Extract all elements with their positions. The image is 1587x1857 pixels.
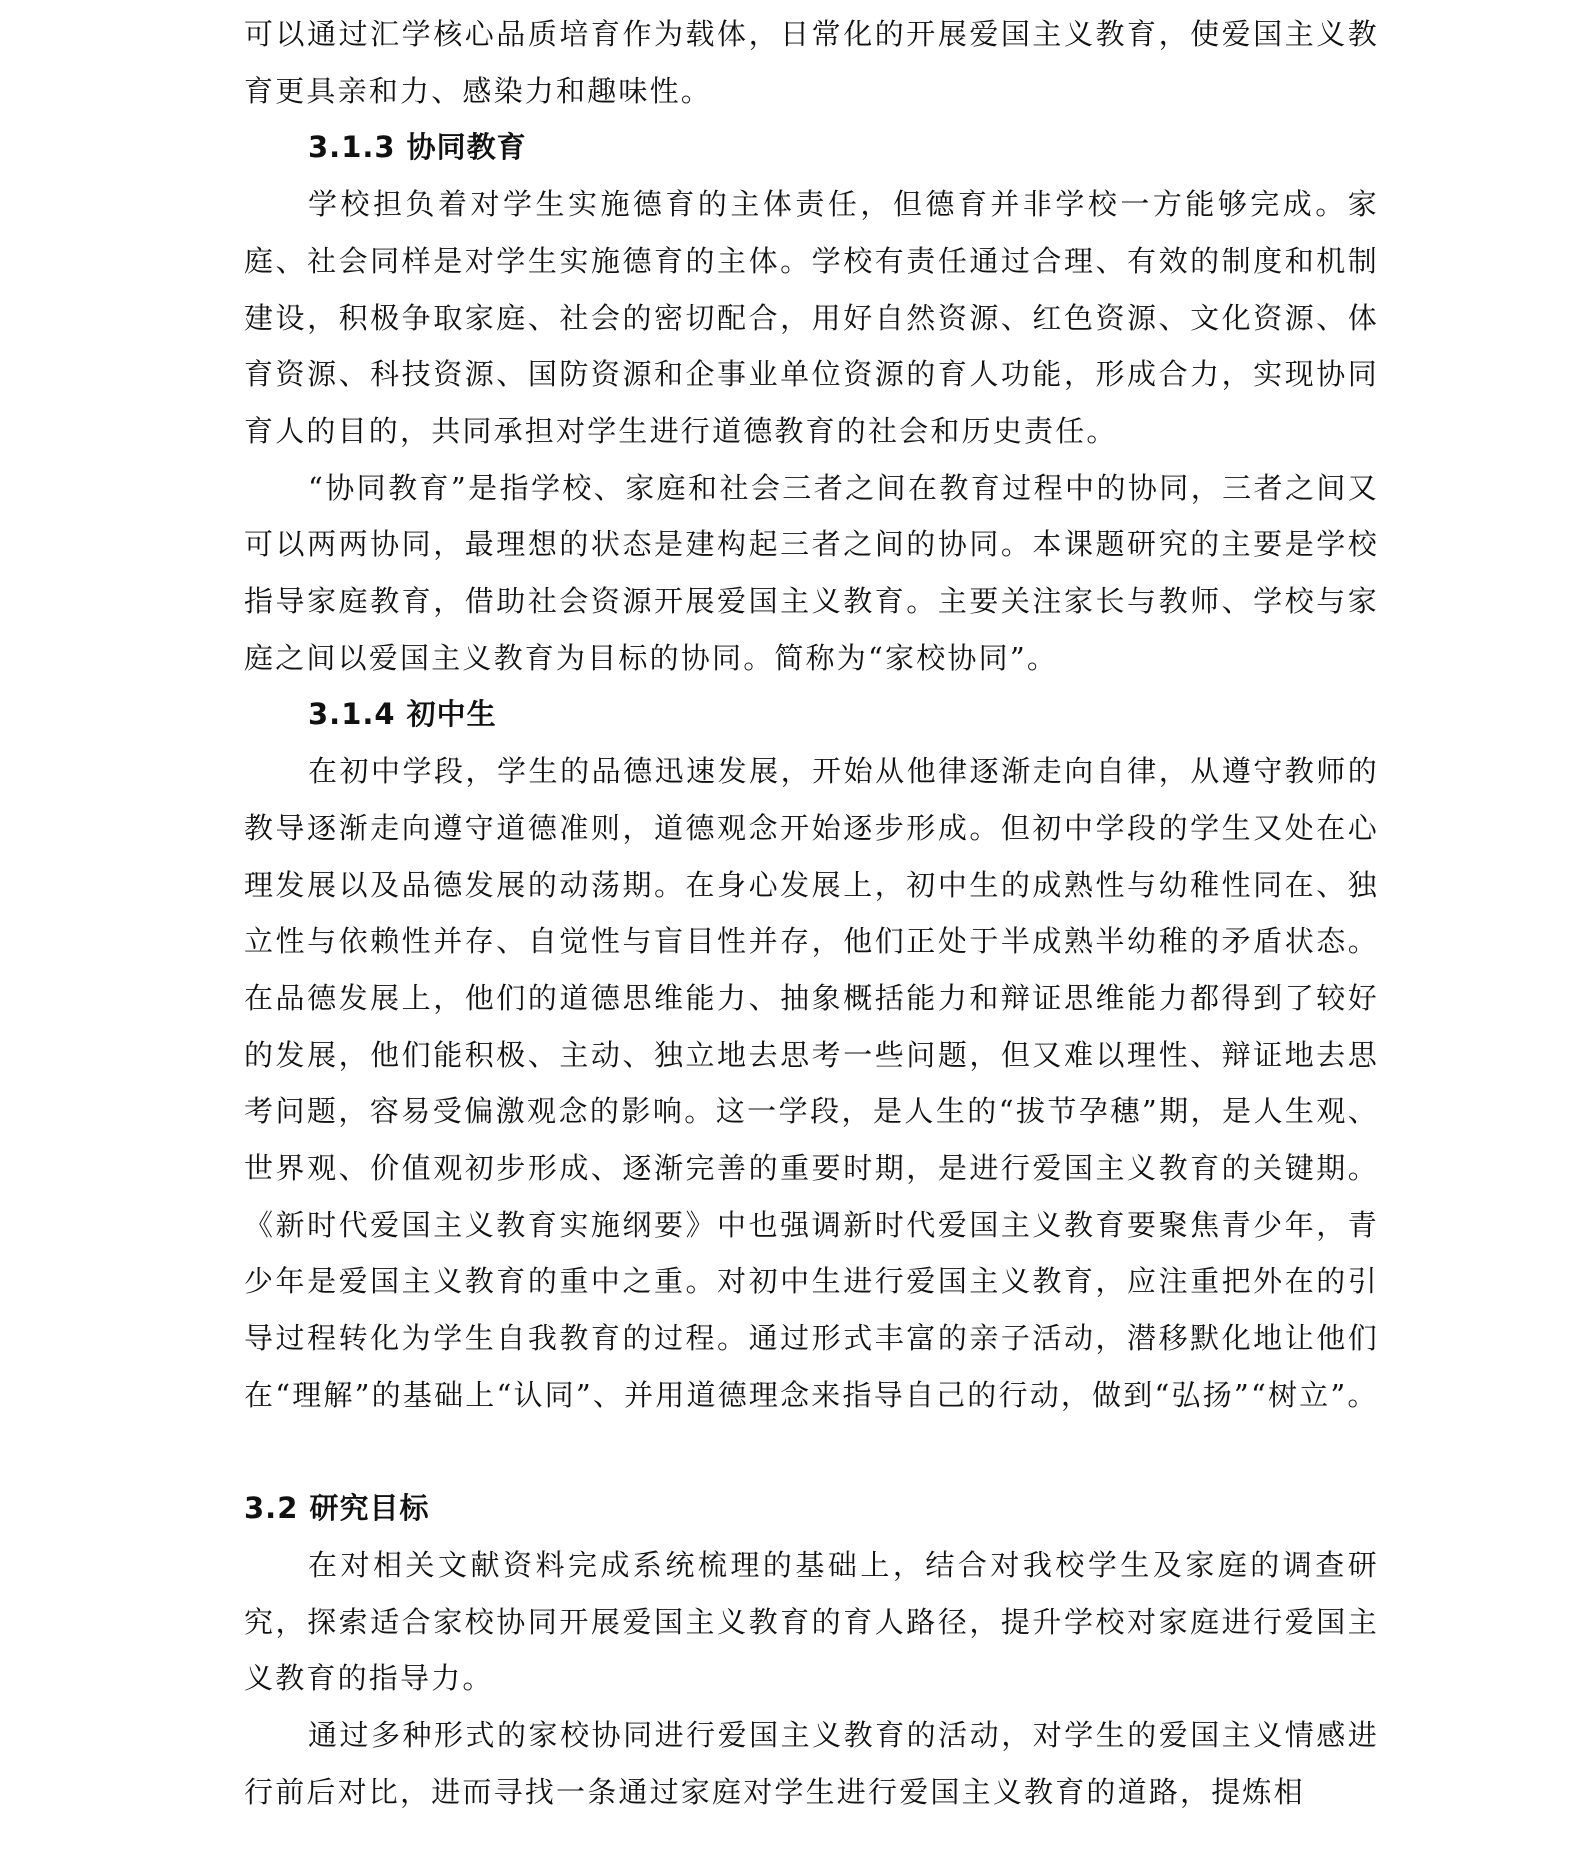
continuation-paragraph: 可以通过汇学核心品质培育作为载体，日常化的开展爱国主义教育，使爱国主义教育更具亲和力、感染力和趣味性。 (244, 17, 1379, 108)
paragraph-3-1-4-1: 在初中学段，学生的品德迅速发展，开始从他律逐渐走向自律，从遵守教师的教导逐渐走向遵守道德准则，道德观念开始逐步形成。但初中学段的学生又处在心理发展以及品德发展的动荡期。在身心发展上，初中生的成熟性与幼稚性同在、独立性与依赖性并存、自觉性与盲目性并存，他们正处于半成熟半幼稚的矛盾状态。在品德发展上，他们的道德思维能力、抽象概括能力和辩证思维能力都得到了较好的发展，他们能积极、主动、独立地去思考一些问题，但又难以理性、辩证地去思考问题，容易受偏激观念的影响。这一学段，是人生的“拔节孕穗”期，是人生观、世界观、价值观初步形成、逐渐完善的重要时期，是进行爱国主义教育的关键期。《新时代爱国主义教育实施纲要》中也强调新时代爱国主义教育要聚焦青少年，青少年是爱国主义教育的重中之重。对初中生进行爱国主义教育，应注重把外在的引导过程转化为学生自我教育的过程。通过形式丰富的亲子活动，潜移默化地让他们在“理解”的基础上“认同”、并用道德理念来指导自己的行动，做到“弘扬”“树立”。 (244, 754, 1379, 1412)
paragraph-3-2-2: 通过多种形式的家校协同进行爱国主义教育的活动，对学生的爱国主义情感进行前后对比，进而寻找一条通过家庭对学生进行爱国主义教育的道路，提炼相 (244, 1718, 1379, 1809)
document-body (244, 6, 1379, 1820)
paragraph-3-2-1: 在对相关文献资料完成系统梳理的基础上，结合对我校学生及家庭的调查研究，探索适合家校协同开展爱国主义教育的育人路径，提升学校对家庭进行爱国主义教育的指导力。 (244, 1547, 1379, 1696)
paragraph-3-1-3-1: 学校担负着对学生实施德育的主体责任，但德育并非学校一方能够完成。家庭、社会同样是对学生实施德育的主体。学校有责任通过合理、有效的制度和机制建设，积极争取家庭、社会的密切配合，用好自然资源、红色资源、文化资源、体育资源、科技资源、国防资源和企事业单位资源的育人功能，形成合力，实现协同育人的目的，共同承担对学生进行道德教育的社会和历史责任。 (244, 187, 1379, 448)
heading-3-1-4: 3.1.4 初中生 (308, 697, 497, 732)
paragraph-3-1-3-2: “协同教育”是指学校、家庭和社会三者之间在教育过程中的协同，三者之间又可以两两协同，最理想的状态是建构起三者之间的协同。本课题研究的主要是学校指导家庭教育，借助社会资源开展爱国主义教育。主要关注家长与教师、学校与家庭之间以爱国主义教育为目标的协同。简称为“家校协同”。 (244, 470, 1379, 675)
heading-3-1-3: 3.1.3 协同教育 (308, 130, 527, 165)
heading-3-2: 3.2 研究目标 (244, 1491, 430, 1526)
